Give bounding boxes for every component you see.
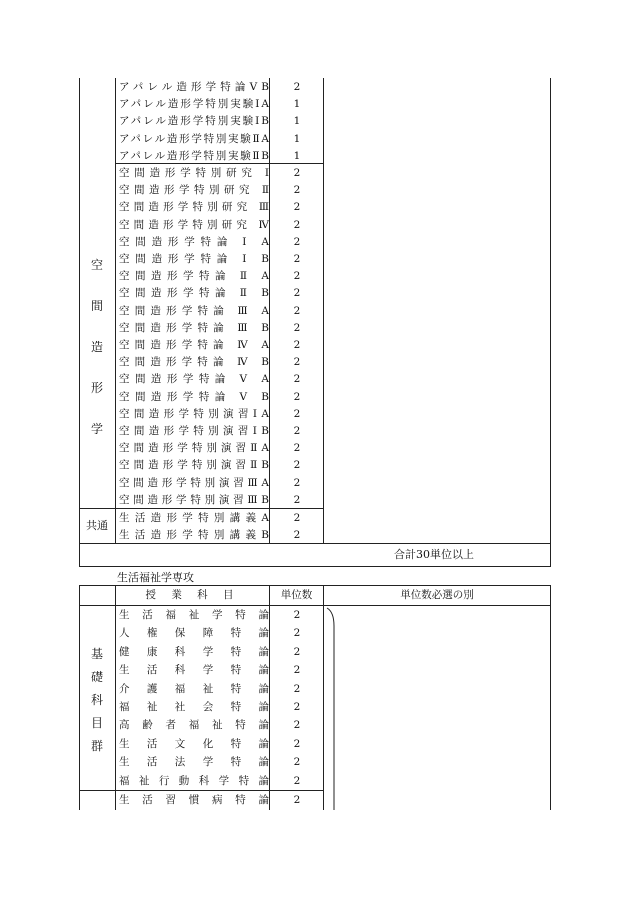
subject-units: 2 <box>293 201 301 214</box>
subject-units: 2 <box>293 425 301 437</box>
subject-name: 空間造形学特別研究 Ⅰ <box>119 167 269 179</box>
subject-name: 空間造形学特論 Ⅲ A <box>119 304 269 317</box>
header-subject: 授 業 科 目 <box>145 589 240 601</box>
subject-name: 生活法学特論 <box>119 756 269 769</box>
group-label-space <box>79 245 115 450</box>
subject-units: 2 <box>293 682 301 695</box>
subject-name: 空間造形学特論 Ⅱ B <box>119 287 269 300</box>
subject-name: 生活造形学特別講義A <box>119 512 269 524</box>
group-char: 群 <box>90 739 103 753</box>
subject-name: 健康科学特論 <box>119 645 269 658</box>
subject-name: 生活造形学特別講義B <box>119 529 269 542</box>
table-right-border <box>550 585 551 810</box>
subject-name: 空間造形学特別演習ⅡB <box>119 459 269 472</box>
subject-name: 生活福祉学特論 <box>119 609 269 621</box>
subject-units: 2 <box>293 81 301 93</box>
subject-units: 2 <box>293 512 301 524</box>
subject-units: 1 <box>293 98 301 111</box>
subject-units: 2 <box>293 645 301 658</box>
subject-name: 人権保障特論 <box>119 627 269 640</box>
subject-name: 空間造形学特論 Ⅲ B <box>119 321 269 334</box>
group-char: 礎 <box>90 670 103 684</box>
subject-units: 1 <box>293 132 301 145</box>
subject-name: 空間造形学特別研究 Ⅱ <box>119 184 269 197</box>
group-char: 目 <box>90 716 103 730</box>
subject-units: 2 <box>293 339 301 351</box>
subject-name: 空間造形学特論 Ⅳ B <box>119 356 269 369</box>
subject-name: 福祉行動科学特論 <box>119 774 269 787</box>
subject-units: 2 <box>293 287 301 300</box>
group-column-divider <box>115 78 116 543</box>
group-char: 基 <box>90 647 103 661</box>
subject-name: アパレル造形学特論ⅤB <box>119 81 269 93</box>
table-right-border <box>550 78 551 567</box>
subject-name: アパレル造形学特別実験ⅡB <box>119 149 269 162</box>
subject-units: 2 <box>293 794 301 806</box>
group-char: 造 <box>90 340 103 354</box>
subject-units: 2 <box>293 373 301 386</box>
subject-units: 1 <box>293 115 301 128</box>
subject-name: 空間造形学特論 Ⅳ A <box>119 339 269 351</box>
header-note: 単位数必選の別 <box>400 589 474 601</box>
subject-name: 空間造形学特別演習ⅢB <box>119 493 269 506</box>
subject-name: アパレル造形学特別実験ⅠB <box>119 115 269 128</box>
subject-name: 空間造形学特別演習ⅢA <box>119 476 269 489</box>
subject-name: 空間造形学特論 Ⅰ B <box>119 253 269 265</box>
subject-units: 2 <box>293 627 301 640</box>
subject-units: 2 <box>293 304 301 317</box>
subject-units: 2 <box>293 270 301 283</box>
total-requirement: 合計30単位以上 <box>394 548 474 561</box>
subject-units: 2 <box>293 609 301 621</box>
units-column-divider <box>323 78 324 543</box>
subject-units: 2 <box>293 184 301 197</box>
group-char: 空 <box>90 258 103 272</box>
subject-name: 空間造形学特別演習ⅠA <box>119 407 269 420</box>
subject-units: 1 <box>293 149 301 162</box>
subject-units: 2 <box>293 493 301 506</box>
group-char: 形 <box>90 381 103 395</box>
subject-name: 空間造形学特論 Ⅴ A <box>119 373 269 386</box>
subject-name: 空間造形学特論 Ⅰ A <box>119 235 269 248</box>
subject-name: 空間造形学特別演習ⅠB <box>119 425 269 437</box>
subject-units: 2 <box>293 459 301 472</box>
group-char: 科 <box>90 693 103 707</box>
subject-units: 2 <box>293 476 301 489</box>
group-column-divider <box>115 585 116 810</box>
subject-units: 2 <box>293 756 301 769</box>
table-bottom-border <box>79 566 550 567</box>
subject-column-divider <box>269 78 270 543</box>
subject-units: 2 <box>293 167 301 179</box>
subject-units: 2 <box>293 774 301 787</box>
subject-units: 2 <box>293 701 301 713</box>
subject-column-divider <box>269 585 270 810</box>
subject-name: 空間造形学特別研究 Ⅲ <box>119 201 269 214</box>
subject-name: 空間造形学特別演習ⅡA <box>119 442 269 455</box>
subject-units: 2 <box>293 218 301 231</box>
subject-units: 2 <box>293 235 301 248</box>
subject-name: 空間造形学特論 Ⅴ B <box>119 390 269 403</box>
subject-units: 2 <box>293 442 301 455</box>
subject-units: 2 <box>293 529 301 542</box>
subject-units: 2 <box>293 719 301 732</box>
subject-name: 生活習慣病特論 <box>119 794 269 806</box>
subject-name: 高齢者福祉特論 <box>119 719 269 732</box>
subject-units: 2 <box>293 737 301 750</box>
subject-units: 2 <box>293 407 301 420</box>
subject-name: 生活科学特論 <box>119 664 269 677</box>
subject-name: 介護福祉特論 <box>119 682 269 695</box>
group-char: 学 <box>90 422 103 436</box>
subject-units: 2 <box>293 390 301 403</box>
subject-units: 2 <box>293 321 301 334</box>
subject-name: アパレル造形学特別実験ⅡA <box>119 132 269 145</box>
header-units: 単位数 <box>280 589 313 601</box>
subject-units: 2 <box>293 664 301 677</box>
group-label-common: 共通 <box>86 519 108 532</box>
subject-name: アパレル造形学特別実験ⅠA <box>119 98 269 111</box>
subject-units: 2 <box>293 253 301 265</box>
subject-name: 福祉社会特論 <box>119 701 269 713</box>
section-caption: 生活福祉学専攻 <box>117 571 194 584</box>
subject-units: 2 <box>293 356 301 369</box>
bracket-mark <box>324 606 344 810</box>
subject-name: 生活文化特論 <box>119 737 269 750</box>
subject-name: 空間造形学特別研究 Ⅳ <box>119 218 269 231</box>
subject-name: 空間造形学特論 Ⅱ A <box>119 270 269 283</box>
group-label-basic <box>79 643 115 758</box>
group-char: 間 <box>90 299 103 313</box>
